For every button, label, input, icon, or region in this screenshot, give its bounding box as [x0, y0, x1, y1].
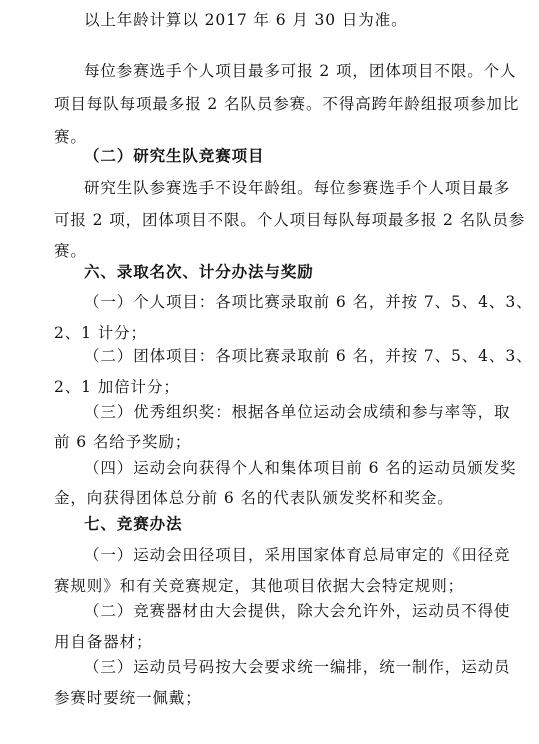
text-line: 用自备器材； [54, 633, 153, 651]
text-line: （四）运动会向获得个人和集体项目前 6 名的运动员颁发奖 [84, 459, 517, 477]
text-line: 金，向获得团体总分前 6 名的代表队颁发奖杯和奖金。 [54, 489, 454, 507]
text-line: 2、1 计分； [54, 324, 147, 342]
text-line: （二）竞赛器材由大会提供，除大会允许外，运动员不得使 [84, 602, 511, 620]
text-line: （三）运动员号码按大会要求统一编排，统一制作，运动员 [84, 658, 511, 676]
text-line: 赛。 [54, 128, 87, 146]
text-line: 赛。 [54, 242, 87, 260]
text-line: 2、1 加倍计分； [54, 378, 180, 396]
text-line: 项目每队每项最多报 2 名队员参赛。不得高跨年龄组报项参加比 [54, 95, 520, 113]
text-line: 研究生队参赛选手不设年龄组。每位参赛选手个人项目最多 [84, 179, 511, 197]
section-heading: （二）研究生队竞赛项目 [84, 146, 265, 165]
text-line: 前 6 名给予奖励； [54, 433, 192, 451]
text-line: 赛规则》和有关竞赛规定，其他项目依据大会特定规则； [54, 577, 465, 595]
text-line: 可报 2 项，团体项目不限。个人项目每队每项最多报 2 名队员参 [54, 211, 526, 229]
section-heading: 七、竞赛办法 [84, 514, 183, 533]
text-line: 参赛时要统一佩戴； [54, 689, 202, 707]
text-line: （三）优秀组织奖：根据各单位运动会成绩和参与率等，取 [84, 403, 511, 421]
section-heading: 六、录取名次、计分办法与奖励 [84, 262, 314, 281]
text-line: 以上年龄计算以 2017 年 6 月 30 日为准。 [84, 11, 408, 29]
text-line: （二）团体项目：各项比赛录取前 6 名，并按 7、5、4、3、 [84, 347, 533, 365]
text-line: （一）个人项目：各项比赛录取前 6 名，并按 7、5、4、3、 [84, 293, 533, 311]
text-line: 每位参赛选手个人项目最多可报 2 项，团体项目不限。个人 [84, 62, 517, 80]
text-line: （一）运动会田径项目，采用国家体育总局审定的《田径竞 [84, 546, 511, 564]
